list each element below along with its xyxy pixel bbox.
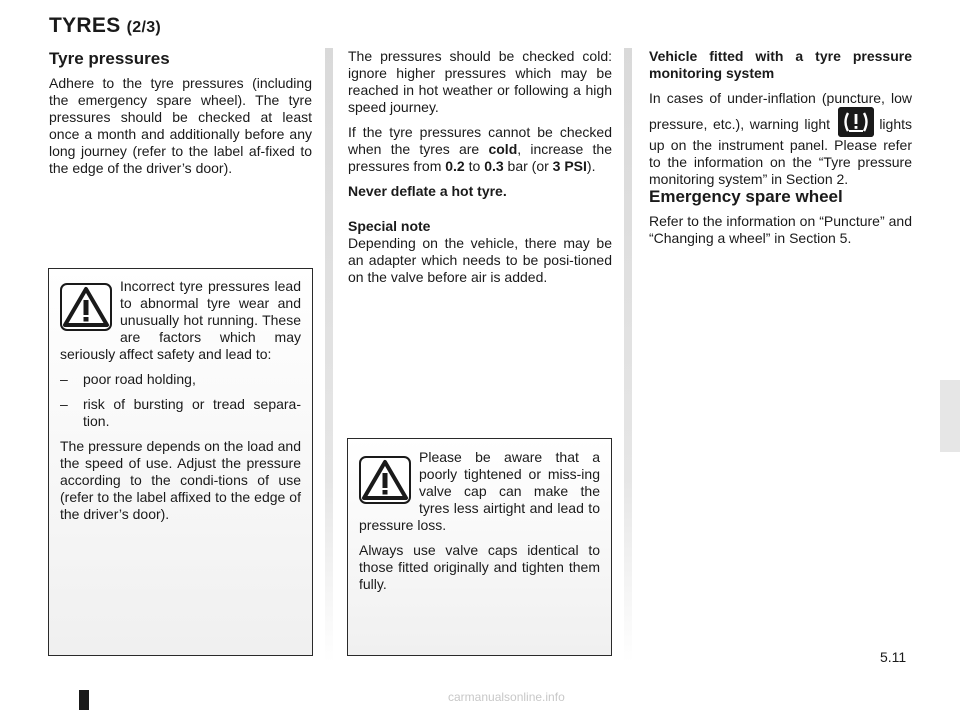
page-subtitle: (2/3) bbox=[126, 19, 162, 36]
list-item bbox=[60, 371, 301, 388]
warning-after-text: The pressure depends on the load and the speed of use. Adjust the pressure according to the condi-tions of use (refer to the label affixed to the edge of the driver’s door). bbox=[60, 438, 301, 522]
section-tab bbox=[940, 380, 960, 452]
column-divider-right bbox=[624, 48, 632, 663]
warning-triangle-icon bbox=[60, 283, 112, 331]
special-note-text: Depending on the vehicle, there may be an adapter which needs to be posi-tioned on the valve before air is added. bbox=[348, 235, 612, 285]
list-item bbox=[60, 396, 301, 430]
list-bullet: – bbox=[60, 396, 68, 412]
list-item-text: poor road holding, bbox=[83, 371, 196, 387]
page-title: TYRES (2/3) bbox=[49, 14, 162, 37]
column-divider-left bbox=[325, 48, 333, 663]
hot-check-text: If the tyre pressures cannot be checked when the tyres are cold, increase the pressures from 0.2 to 0.3 bar (or 3 PSI). bbox=[348, 124, 612, 174]
warning-box-incorrect-pressures bbox=[48, 268, 313, 656]
section-heading-spare-wheel: Emergency spare wheel bbox=[649, 187, 843, 206]
spare-wheel-text: Refer to the information on “Puncture” and “Changing a wheel” in Section 5. bbox=[649, 213, 912, 246]
warning-list bbox=[60, 371, 301, 430]
warning-text: Incorrect tyre pressures lead to abnormal tyre wear and unusually hot running. These are factors which may seriously affect safety and lead to: bbox=[60, 278, 301, 362]
section-heading-tyre-pressures: Tyre pressures bbox=[49, 49, 170, 68]
list-item-text: risk of bursting or tread separa-tion. bbox=[83, 396, 301, 429]
list-bullet: – bbox=[60, 371, 68, 387]
tyre-pressures-intro: Adhere to the tyre pressures (including the emergency spare wheel). The tyre pressures should be checked at least once a month and additionally before any long journey (refer to the label af-fixed to the edge of the driver’s door). bbox=[49, 75, 312, 176]
warning-box-valve-cap bbox=[347, 438, 612, 656]
never-deflate-text: Never deflate a hot tyre. bbox=[348, 183, 507, 199]
column-monitoring bbox=[649, 48, 912, 247]
warning-text: Please be aware that a poorly tightened or miss-ing valve cap can make the tyres less airtight and lead to pressure loss. bbox=[359, 449, 600, 533]
warning-triangle-icon bbox=[359, 456, 411, 504]
page-number: 5.11 bbox=[880, 649, 907, 665]
warning-text-2: Always use valve caps identical to those fitted originally and tighten them fully. bbox=[359, 542, 600, 592]
tpms-text: In cases of under-inflation (puncture, low pressure, etc.), warning light lights up on the instrument panel. Please refer to the information on the “Tyre pressure monitoring system” in Section 2. bbox=[649, 90, 912, 187]
special-note-title: Special note bbox=[348, 218, 431, 234]
cold-check-text: The pressures should be checked cold: ignore higher pressures which may be reached in hot weather or following a high speed journey. bbox=[348, 48, 612, 115]
column-tyre-pressures bbox=[49, 50, 312, 177]
tpms-title: Vehicle fitted with a tyre pressure monitoring system bbox=[649, 48, 912, 81]
column-pressure-checks bbox=[348, 48, 612, 286]
tyre-pressure-warning-icon bbox=[838, 107, 874, 137]
page-marker-bar bbox=[79, 690, 89, 710]
watermark: carmanualsonline.info bbox=[448, 690, 565, 704]
